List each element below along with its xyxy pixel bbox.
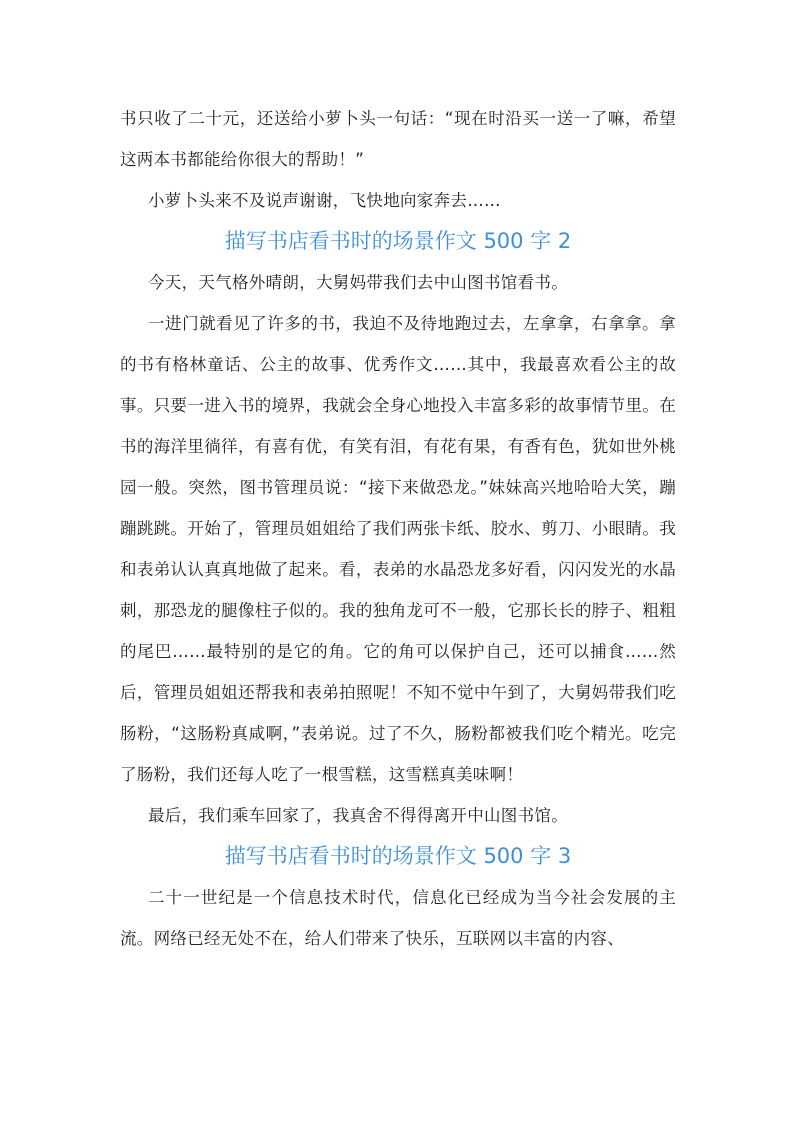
paragraph: 书只收了二十元，还送给小萝卜头一句话：“现在时沿买一送一了嘛，希望这两本书都能给你很大的帮助！” [120,109,676,169]
paragraph: 今天，天气格外晴朗，大舅妈带我们去中山图书馆看书。 [148,273,568,292]
paragraph: 最后，我们乘车回家了，我真舍不得得离开中山图书馆。 [148,806,568,825]
section-heading: 描写书店看书时的场景作文 500 字 2 [224,229,572,253]
paragraph: 小萝卜头来不及说声谢谢，飞快地向家奔去…… [148,191,501,210]
document-content [120,98,676,959]
paragraph: 二十一世纪是一个信息技术时代，信息化已经成为当今社会发展的主流。网络已经无处不在，给人们带来了快乐，互联网以丰富的内容、 [120,888,676,948]
paragraph: 一进门就看见了许多的书，我迫不及待地跑过去，左拿拿，右拿拿。拿的书有格林童话、公主的故事、优秀作文……其中，我最喜欢看公主的故事。只要一进入书的境界，我就会全身心地投入丰富多彩的故事情节里。在书的海洋里徜徉，有喜有优，有笑有泪，有花有果，有香有色，犹如世外桃园一般。突然，图书管理员说：“接下来做恐龙。”妹妹高兴地哈哈大笑，蹦蹦跳跳。开始了，管理员姐姐给了我们两张卡纸、胶水、剪刀、小眼睛。我和表弟认认真真地做了起来。看，表弟的水晶恐龙多好看，闪闪发光的水晶刺，那恐龙的腿像柱子似的。我的独角龙可不一般，它那长长的脖子、粗粗的尾巴……最特别的是它的角。它的角可以保护自己，还可以捕食……然后，管理员姐姐还帮我和表弟拍照呢！不知不觉中午到了，大舅妈带我们吃肠粉，“这肠粉真咸啊，”表弟说。过了不久，肠粉都被我们吃个精光。吃完了肠粉，我们还每人吃了一根雪糕，这雪糕真美味啊！ [120,314,676,784]
section-heading: 描写书店看书时的场景作文 500 字 3 [224,844,572,868]
